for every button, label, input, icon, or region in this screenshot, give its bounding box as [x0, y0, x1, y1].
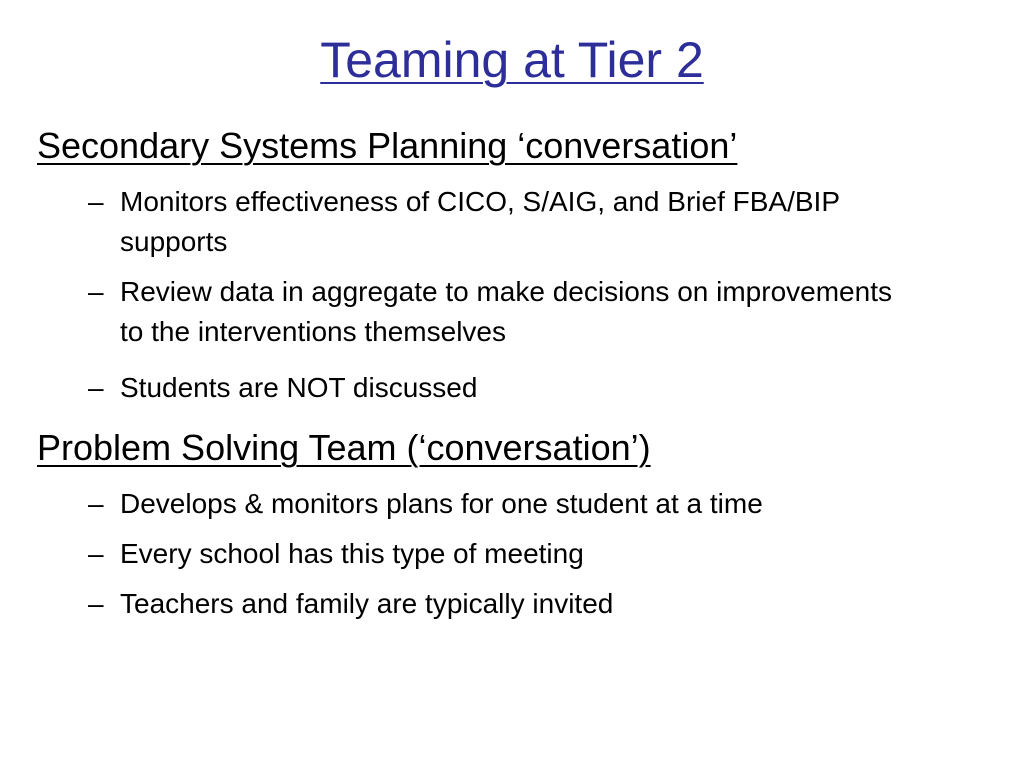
bullet-item	[88, 368, 918, 408]
bullet-dash: –	[88, 276, 104, 307]
bullet-dash: –	[88, 186, 104, 217]
bullet-text: Monitors effectiveness of CICO, S/AIG, and Brief FBA/BIP supports	[120, 186, 840, 257]
section-heading-problem-solving-team: Problem Solving Team (‘conversation’)	[37, 427, 651, 468]
bullet-item	[88, 584, 918, 624]
bullet-item	[88, 534, 918, 574]
bullet-text: Develops & monitors plans for one student at a time	[120, 488, 763, 519]
bullet-dash: –	[88, 488, 104, 519]
bullet-dash: –	[88, 372, 104, 403]
bullet-text: Every school has this type of meeting	[120, 538, 584, 569]
slide-title: Teaming at Tier 2	[320, 32, 704, 88]
bullet-item	[88, 182, 918, 262]
bullet-item	[88, 272, 918, 352]
bullet-text: Students are NOT discussed	[120, 372, 478, 403]
bullet-dash: –	[88, 588, 104, 619]
bullet-dash: –	[88, 538, 104, 569]
bullet-item	[88, 484, 918, 524]
bullet-text: Review data in aggregate to make decisions on improvements to the interventions themselves	[120, 276, 892, 347]
section-heading-secondary-systems: Secondary Systems Planning ‘conversation’	[37, 125, 738, 166]
bullet-text: Teachers and family are typically invited	[120, 588, 614, 619]
